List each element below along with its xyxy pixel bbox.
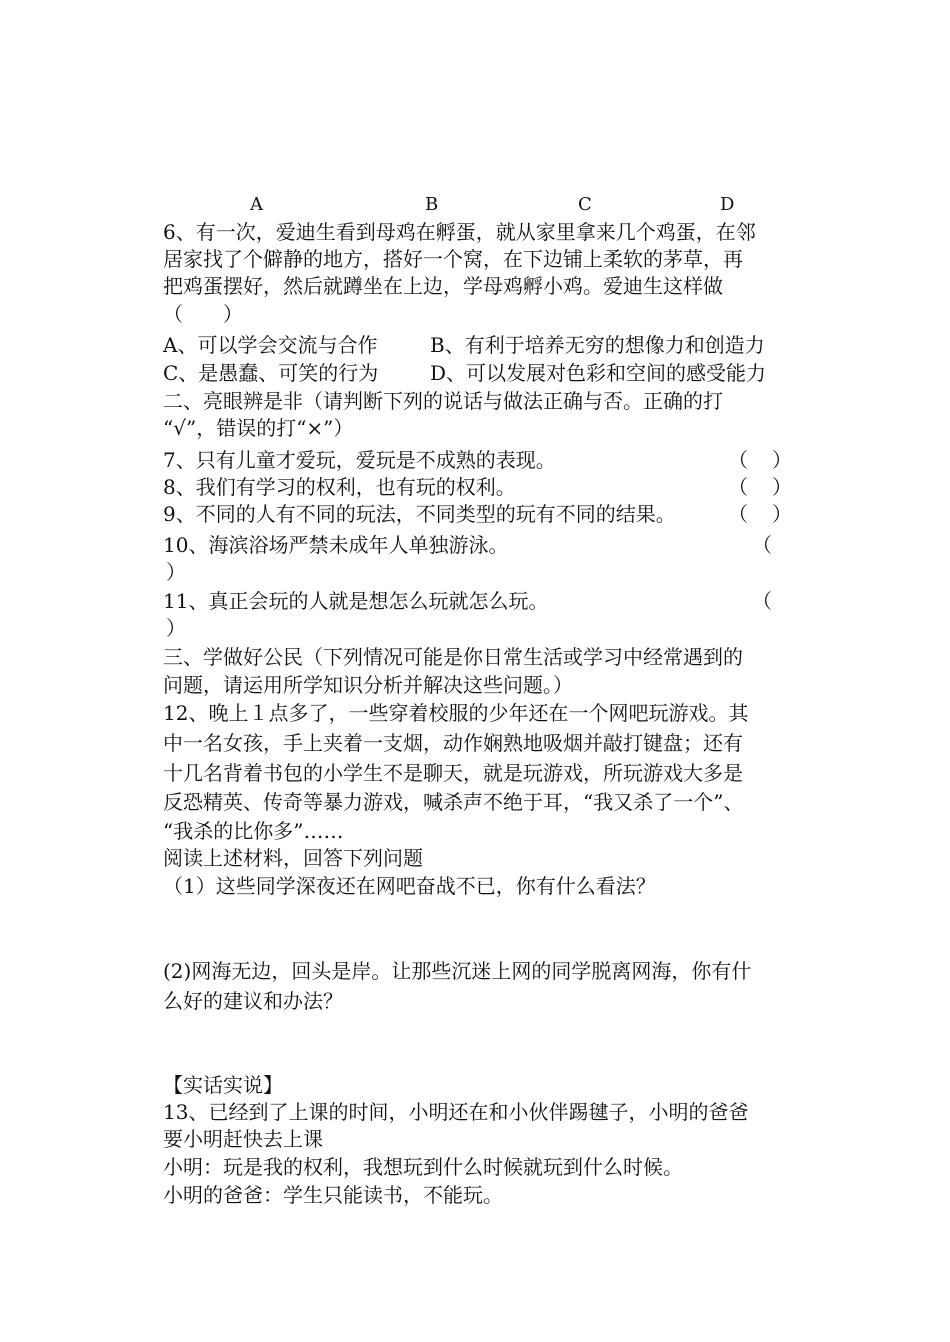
q10-statement: 10、海滨浴场严禁未成年人单独游泳。 (163, 533, 509, 557)
q9-blank-open: （ (728, 502, 748, 526)
q12-line-5: “我杀的比你多”…… (163, 819, 344, 843)
q13-dialog-2: 小明的爸爸：学生只能读书，不能玩。 (163, 1183, 503, 1207)
q13-dialog-1: 小明：玩是我的权利，我想玩到什么时候就玩到什么时候。 (163, 1155, 683, 1179)
q6-answer-blank: （ ） (163, 302, 243, 326)
q6-line-1: 6、有一次，爱迪生看到母鸡在孵蛋，就从家里拿来几个鸡蛋，在邻 (163, 220, 756, 244)
q9-statement: 9、不同的人有不同的玩法，不同类型的玩有不同的结果。 (163, 502, 676, 526)
section2-heading-line-1: 二、亮眼辨是非（请判断下列的说话与做法正确与否。正确的打 (163, 389, 723, 413)
q11-blank-open: （ (752, 589, 772, 613)
q6-line-2: 居家找了个僻静的地方，搭好一个窝，在下边铺上柔软的茅草，再 (163, 247, 743, 271)
q12-line-4: 反恐精英、传奇等暴力游戏，喊杀声不绝于耳，“我又杀了一个”、 (163, 790, 744, 814)
q12-sub-question-2-line-2: 么好的建议和办法？ (163, 989, 343, 1013)
q7-statement: 7、只有儿童才爱玩，爱玩是不成熟的表现。 (163, 448, 556, 472)
q6-line-3: 把鸡蛋摆好，然后就蹲坐在上边，学母鸡孵小鸡。爱迪生这样做 (163, 274, 723, 298)
section4-title: 【实话实说】 (163, 1073, 283, 1097)
choice-label-a: A (250, 194, 263, 215)
q10-blank-close: ） (166, 560, 186, 584)
q12-sub-question-2-line-1: (2)网海无边，回头是岸。让那些沉迷上网的同学脱离网海，你有什 (163, 959, 752, 983)
q8-statement: 8、我们有学习的权利，也有玩的权利。 (163, 475, 516, 499)
q11-statement: 11、真正会玩的人就是想怎么玩就怎么玩。 (163, 589, 549, 613)
q8-blank-close: ） (772, 475, 792, 499)
q8-blank-open: （ (728, 475, 748, 499)
q6-option-b: B、有利于培养无穷的想像力和创造力 (430, 333, 765, 357)
q13-line-1: 13、已经到了上课的时间，小明还在和小伙伴踢毽子，小明的爸爸 (163, 1100, 749, 1124)
section3-heading-line-1: 三、学做好公民（下列情况可能是你日常生活或学习中经常遇到的 (163, 645, 743, 669)
choice-label-b: B (425, 194, 439, 215)
choice-label-c: C (578, 194, 592, 215)
q13-line-2: 要小明赶快去上课 (163, 1127, 323, 1151)
q12-prompt: 阅读上述材料，回答下列问题 (163, 846, 423, 870)
q6-option-d: D、可以发展对色彩和空间的感受能力 (430, 361, 767, 385)
q12-line-2: 中一名女孩，手上夹着一支烟，动作娴熟地吸烟并敲打键盘；还有 (163, 731, 743, 755)
q9-blank-close: ） (772, 502, 792, 526)
q7-blank-close: ） (772, 448, 792, 472)
section3-heading-line-2: 问题，请运用所学知识分析并解决这些问题。） (163, 673, 573, 697)
q6-option-a: A、可以学会交流与合作 (163, 333, 378, 357)
section2-heading-line-2: “√”，错误的打“×”） (163, 416, 354, 440)
q10-blank-open: （ (752, 533, 772, 557)
q12-sub-question-1: （1）这些同学深夜还在网吧奋战不已，你有什么看法？ (163, 874, 656, 898)
q7-blank-open: （ (728, 448, 748, 472)
q12-line-3: 十几名背着书包的小学生不是聊天，就是玩游戏，所玩游戏大多是 (163, 761, 743, 785)
q6-option-c: C、是愚蠢、可笑的行为 (163, 361, 379, 385)
choice-label-d: D (720, 194, 735, 215)
q11-blank-close: ） (166, 616, 186, 640)
q12-line-1: 12、晚上１点多了，一些穿着校服的少年还在一个网吧玩游戏。其 (163, 701, 749, 725)
